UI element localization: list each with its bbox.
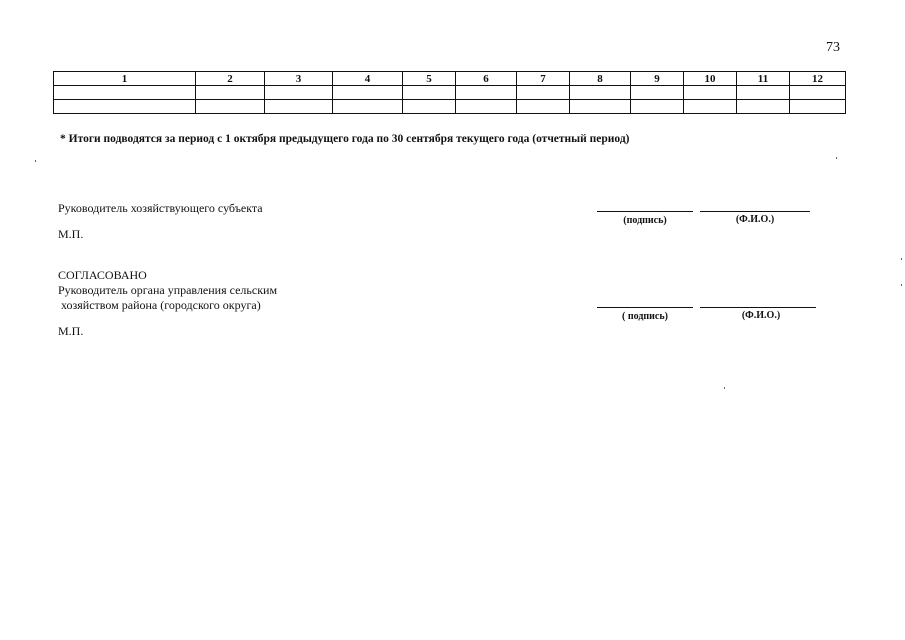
scan-speck (901, 284, 902, 286)
table-cell (631, 86, 684, 100)
agreed-stamp-label: М.П. (58, 324, 84, 338)
footnote: * Итоги подводятся за период с 1 октября предыдущего года по 30 сентября текущего года (отчетный период) (60, 133, 630, 145)
table-row (54, 86, 846, 100)
table-cell (456, 100, 517, 114)
agreed-name-line (700, 307, 816, 308)
table-cell (737, 100, 790, 114)
name-caption: (Ф.И.О.) (735, 214, 775, 225)
name-line (700, 211, 810, 212)
agreed-label-line1: Руководитель органа управления сельским (58, 283, 278, 297)
table-header-cell: 6 (456, 72, 517, 86)
table-header-row (54, 72, 846, 86)
table-cell (737, 86, 790, 100)
table-cell (790, 100, 846, 114)
table-cell (517, 86, 570, 100)
data-table (53, 71, 846, 114)
table-cell (196, 86, 265, 100)
table-row (54, 100, 846, 114)
table-header-cell: 10 (684, 72, 737, 86)
scan-speck (901, 258, 902, 260)
stamp-label: М.П. (58, 227, 84, 241)
table-header-cell: 3 (265, 72, 333, 86)
table-cell (570, 86, 631, 100)
table-header-cell: 2 (196, 72, 265, 86)
table-cell (684, 86, 737, 100)
agreed-label-line2: хозяйством района (городского округа) (58, 298, 261, 312)
signature-caption: (подпись) (623, 215, 667, 226)
table-cell (333, 100, 403, 114)
scan-speck (836, 157, 837, 159)
table-cell (403, 100, 456, 114)
table-cell (684, 100, 737, 114)
table-cell (570, 100, 631, 114)
head-label: Руководитель хозяйствующего субъекта (58, 201, 263, 215)
table-header-cell: 7 (517, 72, 570, 86)
table-cell (631, 100, 684, 114)
table-cell (790, 86, 846, 100)
scan-speck (724, 387, 725, 389)
scan-speck (35, 160, 36, 162)
table-cell (517, 100, 570, 114)
table-header-cell: 1 (54, 72, 196, 86)
table-header-cell: 5 (403, 72, 456, 86)
table-cell (196, 100, 265, 114)
table-header-cell: 11 (737, 72, 790, 86)
signature-line (597, 211, 693, 212)
table-cell (403, 86, 456, 100)
table-cell (265, 100, 333, 114)
agreed-signature-caption: ( подпись) (622, 311, 668, 322)
table-cell (265, 86, 333, 100)
table-header-cell: 9 (631, 72, 684, 86)
table-cell (456, 86, 517, 100)
table-cell (54, 100, 196, 114)
table-header-cell: 8 (570, 72, 631, 86)
agreed-signature-line (597, 307, 693, 308)
page-number: 73 (826, 40, 840, 55)
table-cell (54, 86, 196, 100)
agreed-name-caption: (Ф.И.О.) (741, 310, 781, 321)
table-header-cell: 4 (333, 72, 403, 86)
table-cell (333, 86, 403, 100)
agreed-title: СОГЛАСОВАНО (58, 268, 147, 282)
table-header-cell: 12 (790, 72, 846, 86)
